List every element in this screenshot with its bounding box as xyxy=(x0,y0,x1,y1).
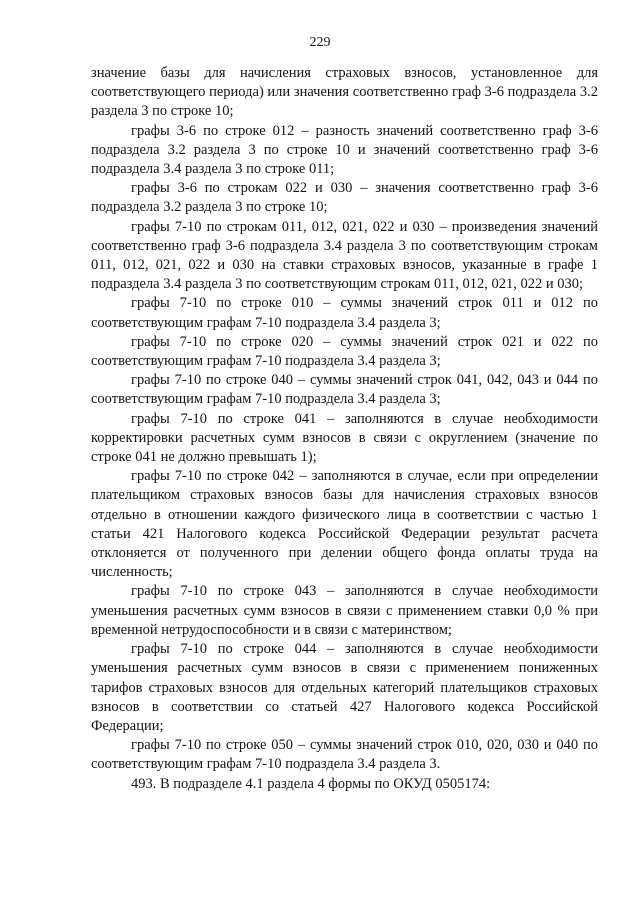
document-body xyxy=(91,64,598,794)
paragraph: графы 7-10 по строке 043 – заполняются в случае необходимости уменьшения расчетных сумм взносов в связи с применением ставки 0,0 % при временной нетрудоспособности и в связи с материнством; xyxy=(91,583,598,638)
paragraph: графы 3-6 по строкам 022 и 030 – значения соответственно граф 3-6 подраздела 3.2 раздела 3 по строке 10; xyxy=(91,180,598,216)
paragraph: графы 3-6 по строке 012 – разность значений соответственно граф 3-6 подраздела 3.2 раздела 3 по строке 10 и значений соответственно граф 3-6 подраздела 3.4 раздела 3 по строке 011; xyxy=(91,122,598,178)
paragraph: графы 7-10 по строке 044 – заполняются в случае необходимости уменьшения расчетных сумм взносов в связи с применением пониженных тарифов страховых взносов для отдельных категорий плательщиков страховых взносов в соответствии со статьей 427 Налогового кодекса Российской Федерации; xyxy=(91,641,598,734)
paragraph: графы 7-10 по строке 050 – суммы значений строк 010, 020, 030 и 040 по соответствующим графам 7-10 подраздела 3.4 раздела 3. xyxy=(91,737,598,773)
page-number: 229 xyxy=(309,35,331,50)
numbered-item-heading: 493. В подразделе 4.1 раздела 4 формы по ОКУД 0505174: xyxy=(131,775,491,792)
paragraph: графы 7-10 по строке 040 – суммы значений строк 041, 042, 043 и 044 по соответствующим графам 7-10 подраздела 3.4 раздела 3; xyxy=(91,372,598,408)
paragraph: значение базы для начисления страховых взносов, установленное для соответствующего периода) или значения соответственно граф 3-6 подраздела 3.2 раздела 3 по строке 10; xyxy=(91,65,598,120)
paragraph: графы 7-10 по строке 041 – заполняются в случае необходимости корректировки расчетных сумм взносов в связи с округлением (значение по строке 041 не должно превышать 1); xyxy=(91,410,598,466)
paragraph: графы 7-10 по строке 020 – суммы значений строк 021 и 022 по соответствующим графам 7-10 подраздела 3.4 раздела 3; xyxy=(91,333,598,370)
paragraph: графы 7-10 по строке 042 – заполняются в случае, если при определении плательщиком страховых взносов базы для начисления страховых взносов отдельно в отношении каждого физического лица в соответствии с частью 1 статьи 421 Налогового кодекса Российской Федерации результат расчета отклоняется от полученного при делении общего фонда оплаты труда на численность; xyxy=(91,468,598,581)
paragraph: графы 7-10 по строкам 011, 012, 021, 022 и 030 – произведения значений соответственно граф 3-6 подраздела 3.4 раздела 3 по соответствующим строкам 011, 012, 021, 022 и 030 на ставки страховых взносов, указанные в графе 1 подраздела 3.4 раздела 3 по соответствующим строкам 011, 012, 021, 022 и 030; xyxy=(91,218,598,293)
paragraph: графы 7-10 по строке 010 – суммы значений строк 011 и 012 по соответствующим графам 7-10 подраздела 3.4 раздела 3; xyxy=(91,295,598,331)
